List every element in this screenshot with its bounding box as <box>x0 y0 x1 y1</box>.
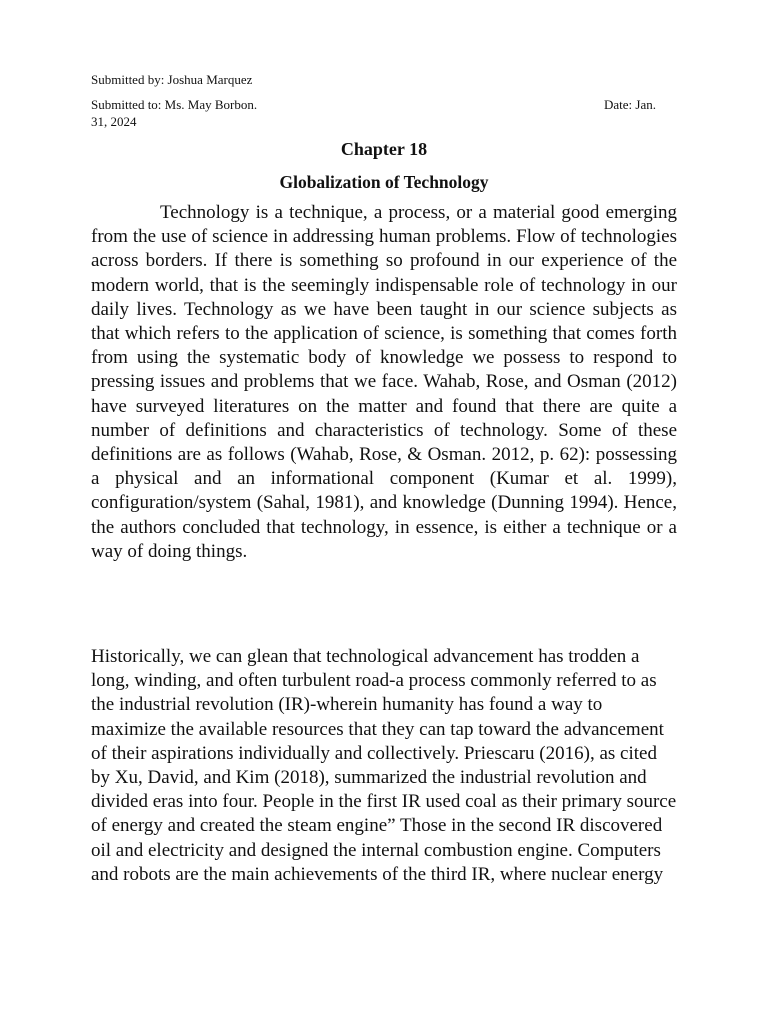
chapter-heading: Chapter 18 <box>340 139 428 159</box>
date-value: 31, 2024 <box>91 114 137 129</box>
date-label: Date: Jan. <box>604 97 656 112</box>
submitted-by: Submitted by: Joshua Marquez <box>91 72 253 87</box>
paragraph-1: Technology is a technique, a process, or a material good emerging from the use of science in addressing human problems. Flow of technologies across borders. If there is something so profound in our experience of the modern world, that is the seemingly indispensable role of technology in our daily lives. Technology as we have been taught in our science subjects as that which refers to the application of science, is something that comes forth from using the systematic body of knowledge we possess to respond to pressing issues and problems that we face. Wahab, Rose, and Osman (2012) have surveyed literatures on the matter and found that there are quite a number of definitions and characteristics of technology. Some of these definitions are as follows (Wahab, Rose, & Osman. 2012, p. 62): possessing a physical and an informational component (Kumar et al. 1999), configuration/system (Sahal, 1981), and knowledge (Dunning 1994). Hence, the authors concluded that technology, in essence, is either a technique or a way of doing things. <box>91 202 677 562</box>
document-title: Globalization of Technology <box>279 172 489 192</box>
submitted-to: Submitted to: Ms. May Borbon. <box>91 97 258 112</box>
paragraph-2: Historically, we can glean that technological advancement has trodden a long, winding, and often turbulent road-a process commonly referred to as the industrial revolution (IR)-wherein humanity has found a way to maximize the available resources that they can tap toward the advancement of their aspirations individually and collectively. Priescaru (2016), as cited by Xu, David, and Kim (2018), summarized the industrial revolution and divided eras into four. People in the first IR used coal as their primary source of energy and created the steam engine” Those in the second IR discovered oil and electricity and designed the internal combustion engine. Computers and robots are the main achievements of the third IR, where nuclear energy <box>91 646 677 885</box>
submitted-to-line <box>91 96 671 114</box>
